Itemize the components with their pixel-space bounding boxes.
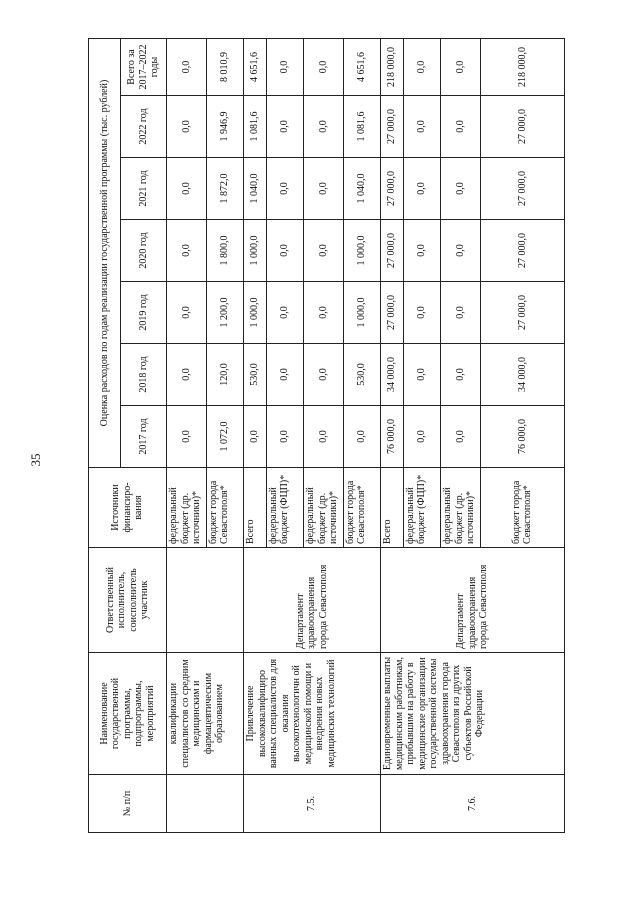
- value-cell: 1 000,0: [244, 282, 267, 344]
- header-year: 2017 год: [121, 406, 167, 468]
- page-number: 35: [28, 453, 43, 467]
- value-cell: 1 000,0: [343, 282, 381, 344]
- header-year: Всего за 2017–2022 годы: [121, 38, 167, 95]
- measure-name: квалификации специалистов со средним медицинским и фармацевтическим образованием: [167, 653, 244, 775]
- value-cell: 0,0: [441, 406, 480, 468]
- value-cell: 0,0: [441, 220, 480, 282]
- responsible-executor: [167, 548, 244, 653]
- value-cell: 0,0: [244, 406, 267, 468]
- value-cell: 34 000,0: [381, 344, 404, 406]
- value-cell: 0,0: [403, 38, 441, 95]
- header-estimate: Оценка расходов по годам реализации государственной программы (тыс. рублей): [89, 38, 121, 467]
- value-cell: 1 872,0: [206, 158, 244, 220]
- header-no: № п/п: [89, 775, 167, 833]
- value-cell: 0,0: [403, 344, 441, 406]
- value-cell: 0,0: [441, 344, 480, 406]
- value-cell: 0,0: [266, 344, 304, 406]
- table-row: [167, 38, 207, 832]
- expenditure-table: [88, 38, 565, 833]
- value-cell: 0,0: [304, 96, 343, 158]
- funding-source: федеральный бюджет (ФЦП)*: [403, 468, 441, 548]
- value-cell: 4 651,6: [343, 38, 381, 95]
- value-cell: 0,0: [441, 282, 480, 344]
- header-year: 2019 год: [121, 282, 167, 344]
- value-cell: 27 000,0: [480, 96, 564, 158]
- value-cell: 0,0: [441, 158, 480, 220]
- funding-source: федеральный бюджет (др. источники)*: [304, 468, 343, 548]
- value-cell: 1 040,0: [343, 158, 381, 220]
- header-year: 2021 год: [121, 158, 167, 220]
- value-cell: 0,0: [343, 406, 381, 468]
- funding-source: бюджет города Севастополя*: [480, 468, 564, 548]
- value-cell: 0,0: [266, 220, 304, 282]
- value-cell: 27 000,0: [480, 220, 564, 282]
- value-cell: 76 000,0: [480, 406, 564, 468]
- value-cell: 0,0: [266, 158, 304, 220]
- value-cell: 27 000,0: [381, 96, 404, 158]
- value-cell: 34 000,0: [480, 344, 564, 406]
- value-cell: 0,0: [403, 282, 441, 344]
- funding-source: федеральный бюджет (др. источники)*: [441, 468, 480, 548]
- header-responsible: Ответственный исполнитель, соисполнитель участник: [89, 548, 167, 653]
- value-cell: 27 000,0: [381, 158, 404, 220]
- value-cell: 4 651,6: [244, 38, 267, 95]
- row-number: 7.5.: [244, 775, 381, 833]
- value-cell: 0,0: [167, 406, 207, 468]
- value-cell: 1 200,0: [206, 282, 244, 344]
- value-cell: 0,0: [403, 96, 441, 158]
- value-cell: 530,0: [244, 344, 267, 406]
- value-cell: 0,0: [167, 344, 207, 406]
- value-cell: 0,0: [266, 38, 304, 95]
- funding-source: бюджет города Севастополя*: [343, 468, 381, 548]
- value-cell: 0,0: [304, 158, 343, 220]
- responsible-executor: Департамент здравоохранения города Севастополя: [244, 548, 381, 653]
- value-cell: 8 010,9: [206, 38, 244, 95]
- value-cell: 1 081,6: [343, 96, 381, 158]
- value-cell: 530,0: [343, 344, 381, 406]
- value-cell: 0,0: [266, 406, 304, 468]
- measure-name: Единовременные выплаты медицинским работникам, прибывшим на работу в медицинские организации государственной системы здравоохранения города Севастополя из других субъектов Российской Федерации: [381, 653, 565, 775]
- row-number: 7.6.: [381, 775, 565, 833]
- header-year: 2020 год: [121, 220, 167, 282]
- value-cell: 0,0: [167, 158, 207, 220]
- value-cell: 0,0: [167, 282, 207, 344]
- funding-source: федеральный бюджет (ФЦП)*: [266, 468, 304, 548]
- value-cell: 218 000,0: [480, 38, 564, 95]
- value-cell: 1 000,0: [343, 220, 381, 282]
- value-cell: 0,0: [167, 220, 207, 282]
- value-cell: 1 946,9: [206, 96, 244, 158]
- value-cell: 0,0: [304, 406, 343, 468]
- value-cell: 0,0: [167, 38, 207, 95]
- value-cell: 1 800,0: [206, 220, 244, 282]
- value-cell: 27 000,0: [480, 282, 564, 344]
- responsible-executor: Департамент здравоохранения города Севастополя: [381, 548, 565, 653]
- funding-source: Всего: [244, 468, 267, 548]
- header-year: 2022 год: [121, 96, 167, 158]
- funding-source: Всего: [381, 468, 404, 548]
- value-cell: 27 000,0: [480, 158, 564, 220]
- value-cell: 120,0: [206, 344, 244, 406]
- value-cell: 0,0: [304, 344, 343, 406]
- header-year: 2018 год: [121, 344, 167, 406]
- value-cell: 76 000,0: [381, 406, 404, 468]
- value-cell: 1 000,0: [244, 220, 267, 282]
- value-cell: 0,0: [441, 38, 480, 95]
- row-number: [167, 775, 244, 833]
- header-name: Наименование государственной программы, подпрограммы, мероприятий: [89, 653, 167, 775]
- value-cell: 0,0: [266, 96, 304, 158]
- value-cell: 0,0: [304, 220, 343, 282]
- value-cell: 0,0: [266, 282, 304, 344]
- value-cell: 27 000,0: [381, 220, 404, 282]
- value-cell: 0,0: [167, 96, 207, 158]
- value-cell: 27 000,0: [381, 282, 404, 344]
- value-cell: 1 072,0: [206, 406, 244, 468]
- measure-name: Привлечение высококвалифициро ванных специалистов для оказания высокотехнологичн ой медицинской помощи и внедрения новых медицинских технологий: [244, 653, 381, 775]
- value-cell: 0,0: [304, 282, 343, 344]
- value-cell: 0,0: [403, 406, 441, 468]
- funding-source: федеральный бюджет (др. источники)*: [167, 468, 207, 548]
- value-cell: 1 040,0: [244, 158, 267, 220]
- value-cell: 0,0: [403, 220, 441, 282]
- value-cell: 0,0: [441, 96, 480, 158]
- header-source: Источники финансиро-вания: [89, 468, 167, 548]
- rotated-table-container: [88, 38, 565, 833]
- funding-source: бюджет города Севастополя*: [206, 468, 244, 548]
- value-cell: 0,0: [403, 158, 441, 220]
- value-cell: 218 000,0: [381, 38, 404, 95]
- table-row: [244, 38, 267, 832]
- value-cell: 1 081,6: [244, 96, 267, 158]
- value-cell: 0,0: [304, 38, 343, 95]
- table-row: [381, 38, 404, 832]
